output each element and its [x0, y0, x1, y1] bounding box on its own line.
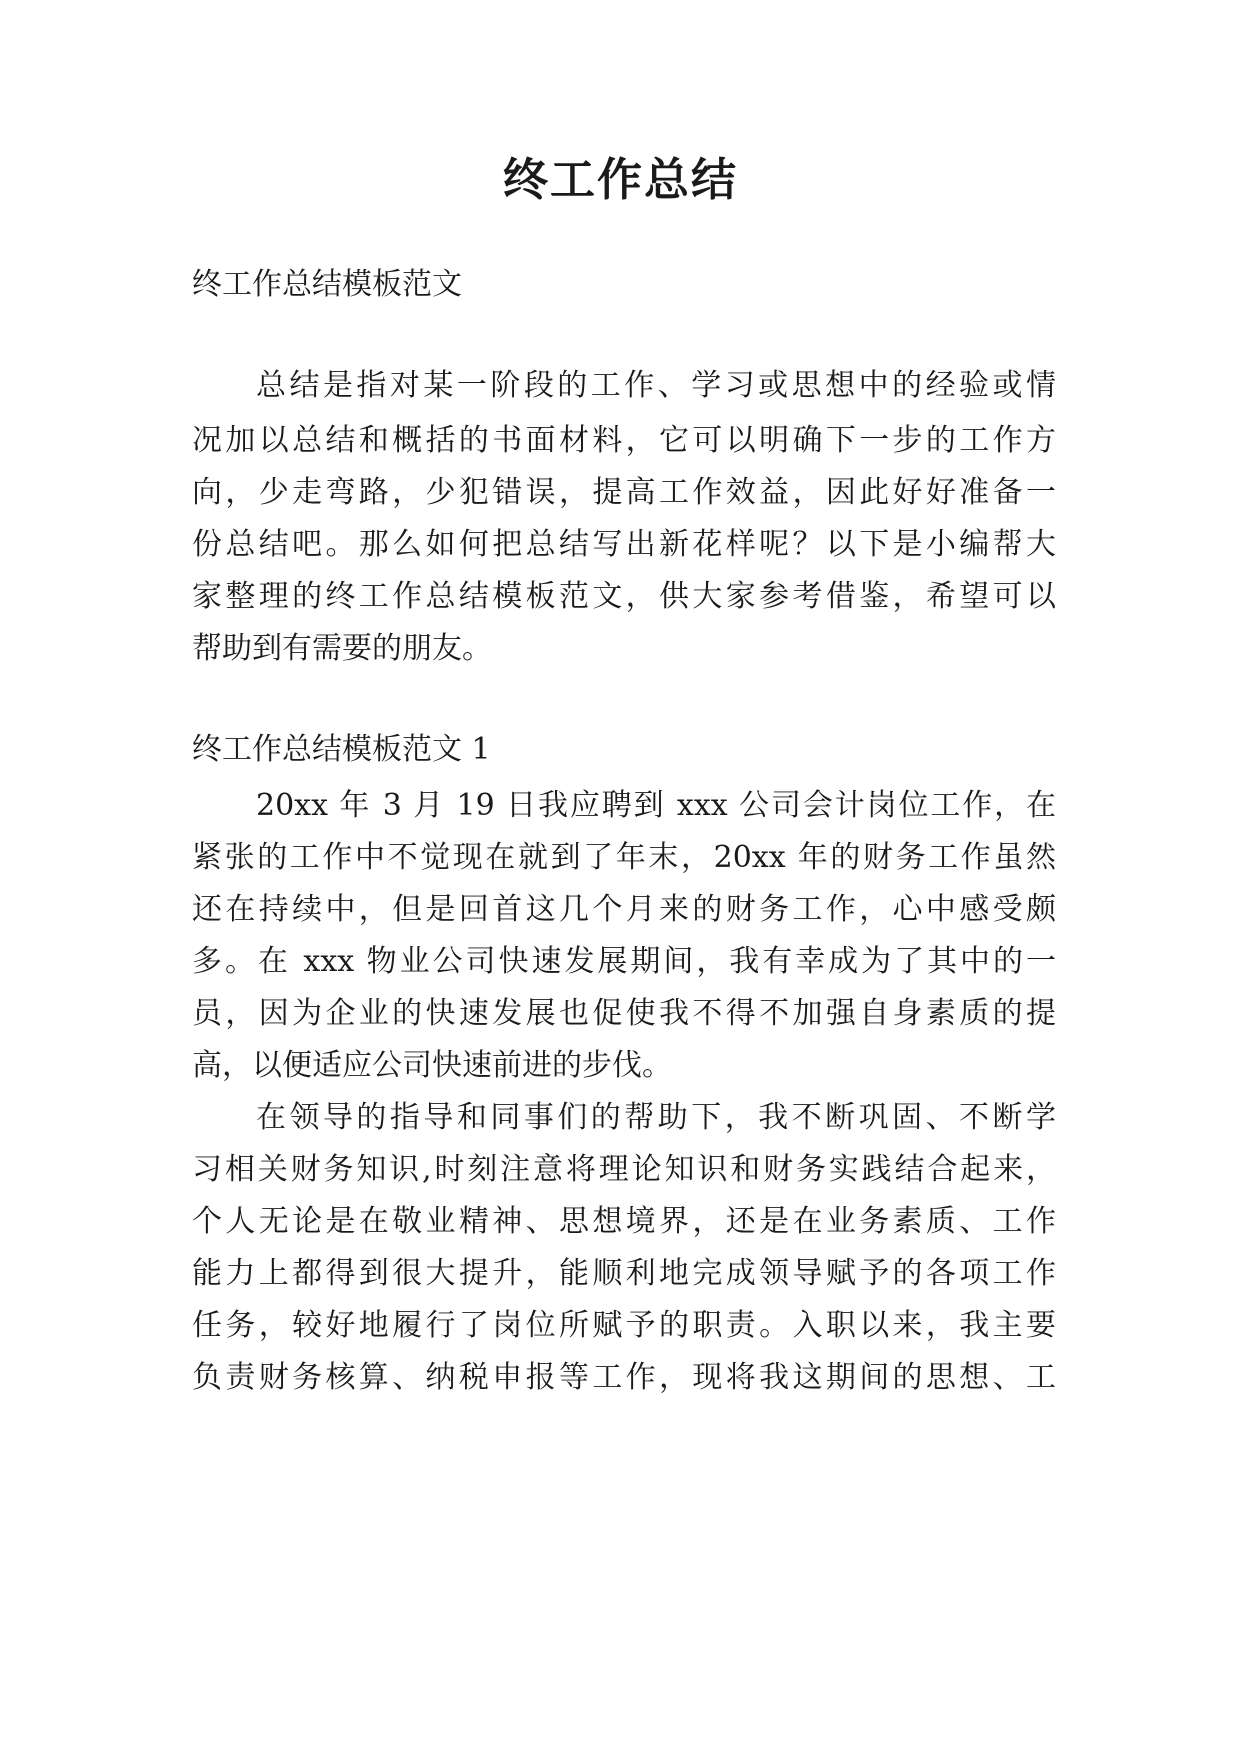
body-line: 个人无论是在敬业精神、思想境界，还是在业务素质、工作 — [192, 1204, 1056, 1239]
body-line: 负责财务核算、纳税申报等工作，现将我这期间的思想、工 — [192, 1360, 1056, 1395]
section-heading: 终工作总结模板范文 1 — [192, 732, 491, 767]
intro-line: 份总结吧。那么如何把总结写出新花样呢？以下是小编帮大 — [192, 527, 1056, 562]
body-line: 紧张的工作中不觉现在就到了年末，20xx 年的财务工作虽然 — [192, 840, 1056, 875]
body-line: 任务，较好地履行了岗位所赋予的职责。入职以来，我主要 — [192, 1308, 1056, 1343]
body-line: 在领导的指导和同事们的帮助下，我不断巩固、不断学 — [256, 1100, 1056, 1135]
body-line: 习相关财务知识,时刻注意将理论知识和财务实践结合起来， — [192, 1152, 1056, 1187]
intro-line: 帮助到有需要的朋友。 — [192, 631, 492, 666]
body-line: 多。在 xxx 物业公司快速发展期间，我有幸成为了其中的一 — [192, 944, 1056, 979]
document-subtitle: 终工作总结模板范文 — [192, 267, 462, 302]
document-title: 终工作总结 — [502, 153, 738, 206]
intro-line: 况加以总结和概括的书面材料，它可以明确下一步的工作方 — [192, 423, 1056, 458]
body-line: 高，以便适应公司快速前进的步伐。 — [192, 1048, 672, 1083]
body-line: 20xx 年 3 月 19 日我应聘到 xxx 公司会计岗位工作，在 — [256, 788, 1056, 823]
body-line: 还在持续中，但是回首这几个月来的财务工作，心中感受颇 — [192, 892, 1056, 927]
intro-line: 总结是指对某一阶段的工作、学习或思想中的经验或情 — [256, 368, 1056, 403]
body-line: 员，因为企业的快速发展也促使我不得不加强自身素质的提 — [192, 996, 1056, 1031]
body-line: 能力上都得到很大提升，能顺利地完成领导赋予的各项工作 — [192, 1256, 1056, 1291]
intro-line: 家整理的终工作总结模板范文，供大家参考借鉴，希望可以 — [192, 579, 1056, 614]
intro-line: 向，少走弯路，少犯错误，提高工作效益，因此好好准备一 — [192, 475, 1056, 510]
